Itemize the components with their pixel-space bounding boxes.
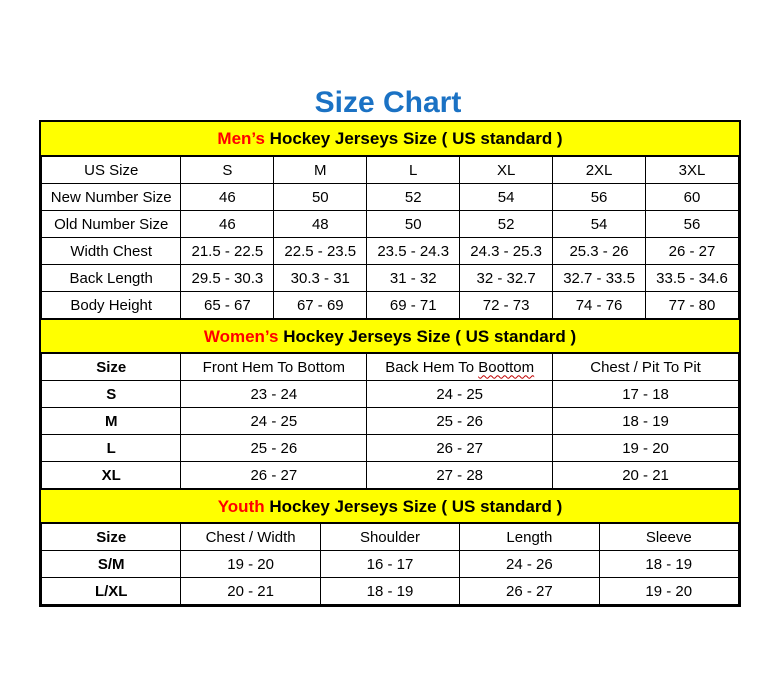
table-cell: 26 - 27	[460, 578, 599, 605]
table-row	[42, 462, 739, 489]
table-cell: 19 - 20	[599, 578, 738, 605]
row-label: S/M	[42, 551, 181, 578]
table-cell: 46	[181, 211, 274, 238]
section-heading-highlight: Youth	[217, 497, 265, 516]
misspelled-word: Boottom	[478, 358, 535, 376]
column-header: US Size	[42, 157, 181, 184]
column-header: S	[181, 157, 274, 184]
row-label: Old Number Size	[42, 211, 181, 238]
table-mens	[41, 156, 739, 319]
table-row	[42, 551, 739, 578]
column-header: 3XL	[646, 157, 739, 184]
row-label: New Number Size	[42, 184, 181, 211]
table-cell: 18 - 19	[599, 551, 738, 578]
table-cell: 65 - 67	[181, 292, 274, 319]
table-cell: 29.5 - 30.3	[181, 265, 274, 292]
table-row	[42, 408, 739, 435]
row-label: L	[42, 435, 181, 462]
table-cell: 74 - 76	[553, 292, 646, 319]
section-heading-text: Hockey Jerseys Size ( US standard )	[264, 497, 563, 516]
table-cell: 19 - 20	[181, 551, 320, 578]
row-label: S	[42, 381, 181, 408]
row-label: Back Length	[42, 265, 181, 292]
table-row	[42, 265, 739, 292]
column-header: Chest / Pit To Pit	[553, 354, 739, 381]
row-label: Body Height	[42, 292, 181, 319]
table-cell: 46	[181, 184, 274, 211]
table-cell: 27 - 28	[367, 462, 553, 489]
table-cell: 52	[367, 184, 460, 211]
column-header: Length	[460, 524, 599, 551]
column-header: Chest / Width	[181, 524, 320, 551]
table-cell: 33.5 - 34.6	[646, 265, 739, 292]
table-cell: 24.3 - 25.3	[460, 238, 553, 265]
table-cell: 24 - 25	[181, 408, 367, 435]
row-label: L/XL	[42, 578, 181, 605]
section-heading-womens	[41, 319, 739, 353]
column-header: L	[367, 157, 460, 184]
section-heading-mens	[41, 122, 739, 156]
header-row	[42, 524, 739, 551]
table-cell: 72 - 73	[460, 292, 553, 319]
table-cell: 77 - 80	[646, 292, 739, 319]
row-label: Width Chest	[42, 238, 181, 265]
column-header: 2XL	[553, 157, 646, 184]
column-header: Sleeve	[599, 524, 738, 551]
table-cell: 32.7 - 33.5	[553, 265, 646, 292]
column-header: Size	[42, 524, 181, 551]
table-cell: 20 - 21	[553, 462, 739, 489]
table-row	[42, 184, 739, 211]
column-header: XL	[460, 157, 553, 184]
table-cell: 16 - 17	[320, 551, 459, 578]
section-heading-text: Hockey Jerseys Size ( US standard )	[278, 327, 577, 346]
table-cell: 25 - 26	[181, 435, 367, 462]
table-cell: 31 - 32	[367, 265, 460, 292]
table-cell: 24 - 25	[367, 381, 553, 408]
table-cell: 24 - 26	[460, 551, 599, 578]
table-cell: 56	[553, 184, 646, 211]
table-cell: 69 - 71	[367, 292, 460, 319]
table-cell: 25 - 26	[367, 408, 553, 435]
table-row	[42, 435, 739, 462]
table-cell: 18 - 19	[320, 578, 459, 605]
table-cell: 67 - 69	[274, 292, 367, 319]
table-row	[42, 238, 739, 265]
table-cell: 23 - 24	[181, 381, 367, 408]
column-header: Front Hem To Bottom	[181, 354, 367, 381]
table-cell: 26 - 27	[181, 462, 367, 489]
table-cell: 48	[274, 211, 367, 238]
table-cell: 54	[553, 211, 646, 238]
table-row	[42, 292, 739, 319]
size-chart	[39, 120, 741, 607]
table-cell: 21.5 - 22.5	[181, 238, 274, 265]
column-header: Back Hem To Boottom	[367, 354, 553, 381]
section-heading-highlight: Women’s	[203, 327, 279, 346]
table-cell: 26 - 27	[646, 238, 739, 265]
table-cell: 22.5 - 23.5	[274, 238, 367, 265]
page-title: Size Chart	[314, 86, 462, 120]
table-cell: 19 - 20	[553, 435, 739, 462]
table-cell: 54	[460, 184, 553, 211]
table-row	[42, 578, 739, 605]
table-youth	[41, 523, 739, 605]
table-cell: 52	[460, 211, 553, 238]
table-cell: 25.3 - 26	[553, 238, 646, 265]
column-header: Size	[42, 354, 181, 381]
table-cell: 60	[646, 184, 739, 211]
row-label: M	[42, 408, 181, 435]
table-row	[42, 381, 739, 408]
table-cell: 32 - 32.7	[460, 265, 553, 292]
table-cell: 30.3 - 31	[274, 265, 367, 292]
table-cell: 23.5 - 24.3	[367, 238, 460, 265]
section-heading-text: Hockey Jerseys Size ( US standard )	[264, 129, 563, 148]
section-heading-youth	[41, 489, 739, 523]
header-row	[42, 354, 739, 381]
table-cell: 56	[646, 211, 739, 238]
table-cell: 18 - 19	[553, 408, 739, 435]
section-heading-highlight: Men’s	[217, 129, 265, 148]
table-cell: 26 - 27	[367, 435, 553, 462]
row-label: XL	[42, 462, 181, 489]
table-cell: 17 - 18	[553, 381, 739, 408]
header-row	[42, 157, 739, 184]
column-header: Shoulder	[320, 524, 459, 551]
table-cell: 50	[367, 211, 460, 238]
table-cell: 20 - 21	[181, 578, 320, 605]
table-cell: 50	[274, 184, 367, 211]
table-womens	[41, 353, 739, 489]
column-header: M	[274, 157, 367, 184]
table-row	[42, 211, 739, 238]
